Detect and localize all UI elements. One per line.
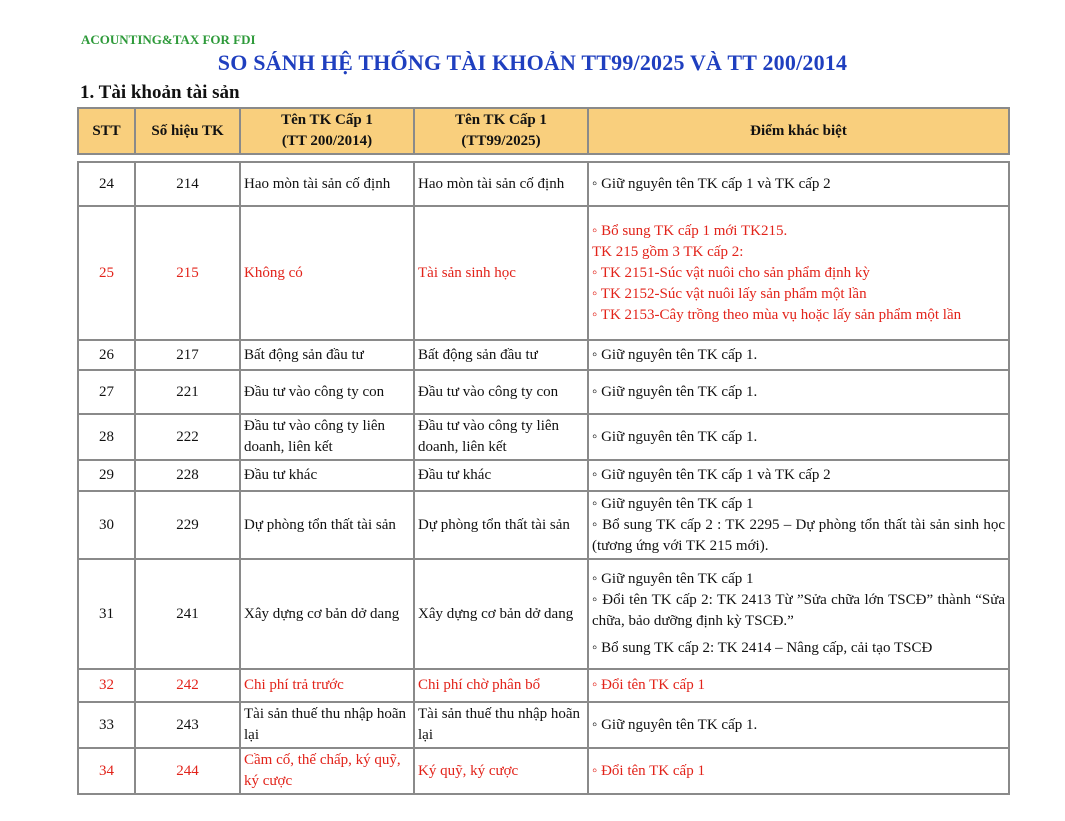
brand-label: ACOUNTING&TAX FOR FDI [81, 32, 256, 47]
cell-stt: 33 [78, 702, 135, 748]
cell-so-hieu: 217 [135, 340, 240, 370]
note-item: ◦ Đổi tên TK cấp 1 [592, 761, 1005, 782]
col-header-diem-khac-biet: Điểm khác biệt [588, 108, 1009, 154]
note-item: ◦ Giữ nguyên tên TK cấp 1. [592, 715, 1005, 736]
cell-stt: 34 [78, 748, 135, 794]
cell-ten-tt99: Đầu tư khác [414, 460, 588, 491]
note-item: ◦ Giữ nguyên tên TK cấp 1 và TK cấp 2 [592, 465, 1005, 486]
cell-ten-tt99: Dự phòng tổn thất tài sản [414, 491, 588, 559]
cell-ten-tt99: Chi phí chờ phân bổ [414, 669, 588, 702]
cell-stt: 31 [78, 559, 135, 669]
cell-diem-khac-biet [588, 559, 1009, 669]
cell-stt: 24 [78, 162, 135, 206]
cell-stt: 26 [78, 340, 135, 370]
note-item: ◦ Giữ nguyên tên TK cấp 1. [592, 345, 1005, 366]
col-header-ten-tt200-line2: (TT 200/2014) [281, 133, 373, 149]
cell-diem-khac-biet [588, 414, 1009, 460]
cell-ten-tt200: Đầu tư khác [240, 460, 414, 491]
cell-ten-tt99: Tài sản thuế thu nhập hoãn lại [414, 702, 588, 748]
note-item: ◦ Đổi tên TK cấp 2: TK 2413 Từ ”Sửa chữa lớn TSCĐ” thành “Sửa chữa, bảo dưỡng định kỳ TSCĐ.” [592, 590, 1005, 632]
cell-so-hieu: 242 [135, 669, 240, 702]
note-item: ◦ Giữ nguyên tên TK cấp 1. [592, 382, 1005, 403]
cell-ten-tt200: Đầu tư vào công ty liên doanh, liên kết [240, 414, 414, 460]
table-header-row [78, 108, 1009, 154]
col-header-so-hieu: Số hiệu TK [135, 108, 240, 154]
col-header-ten-tt200-line1: Tên TK Cấp 1 [281, 112, 373, 128]
note-item: ◦ Đổi tên TK cấp 1 [592, 675, 1005, 696]
cell-diem-khac-biet [588, 370, 1009, 414]
cell-so-hieu: 244 [135, 748, 240, 794]
cell-so-hieu: 229 [135, 491, 240, 559]
cell-ten-tt99: Xây dựng cơ bản dở dang [414, 559, 588, 669]
cell-diem-khac-biet [588, 702, 1009, 748]
table-row [78, 162, 1009, 206]
col-header-ten-tt99 [414, 108, 588, 154]
note-item: ◦ TK 2153-Cây trồng theo mùa vụ hoặc lấy sản phẩm một lần [592, 305, 1005, 326]
note-item: TK 215 gồm 3 TK cấp 2: [592, 243, 744, 260]
cell-ten-tt200: Cầm cố, thế chấp, ký quỹ, ký cược [240, 748, 414, 794]
col-header-stt: STT [78, 108, 135, 154]
table-row [78, 414, 1009, 460]
note-item: ◦ Giữ nguyên tên TK cấp 1 [592, 494, 1005, 515]
cell-so-hieu: 221 [135, 370, 240, 414]
note-item: ◦ Bổ sung TK cấp 1 mới TK215. [592, 221, 1005, 242]
table-row [78, 702, 1009, 748]
table-row [78, 491, 1009, 559]
cell-ten-tt200: Tài sản thuế thu nhập hoãn lại [240, 702, 414, 748]
cell-ten-tt200: Bất động sản đầu tư [240, 340, 414, 370]
col-header-ten-tt99-line2: (TT99/2025) [461, 133, 541, 149]
cell-diem-khac-biet [588, 206, 1009, 340]
page-title: SO SÁNH HỆ THỐNG TÀI KHOẢN TT99/2025 VÀ TT 200/2014 [217, 50, 848, 75]
cell-diem-khac-biet [588, 748, 1009, 794]
table-row [78, 559, 1009, 669]
cell-ten-tt99: Bất động sản đầu tư [414, 340, 588, 370]
header-spacer [78, 154, 1009, 162]
cell-stt: 29 [78, 460, 135, 491]
note-item: ◦ Bổ sung TK cấp 2 : TK 2295 – Dự phòng tổn thất tài sản sinh học (tương ứng với TK 215 mới). [592, 515, 1005, 557]
col-header-ten-tt99-line1: Tên TK Cấp 1 [455, 112, 547, 128]
cell-stt: 32 [78, 669, 135, 702]
cell-ten-tt99: Ký quỹ, ký cược [414, 748, 588, 794]
cell-diem-khac-biet [588, 340, 1009, 370]
cell-stt: 27 [78, 370, 135, 414]
cell-ten-tt200: Dự phòng tổn thất tài sản [240, 491, 414, 559]
cell-diem-khac-biet [588, 669, 1009, 702]
cell-so-hieu: 214 [135, 162, 240, 206]
cell-diem-khac-biet [588, 162, 1009, 206]
note-item: ◦ Giữ nguyên tên TK cấp 1 [592, 569, 1005, 590]
cell-ten-tt99: Đầu tư vào công ty con [414, 370, 588, 414]
note-item: ◦ Giữ nguyên tên TK cấp 1. [592, 427, 1005, 448]
note-item: ◦ Giữ nguyên tên TK cấp 1 và TK cấp 2 [592, 174, 1005, 195]
cell-diem-khac-biet [588, 491, 1009, 559]
cell-stt: 30 [78, 491, 135, 559]
cell-ten-tt99: Đầu tư vào công ty liên doanh, liên kết [414, 414, 588, 460]
cell-ten-tt200: Không có [240, 206, 414, 340]
cell-ten-tt200: Hao mòn tài sản cố định [240, 162, 414, 206]
note-item: ◦ Bổ sung TK cấp 2: TK 2414 – Nâng cấp, cải tạo TSCĐ [592, 638, 1005, 659]
note-item: ◦ TK 2152-Súc vật nuôi lấy sản phẩm một lần [592, 284, 1005, 305]
table-row [78, 340, 1009, 370]
cell-ten-tt200: Đầu tư vào công ty con [240, 370, 414, 414]
table-row [78, 460, 1009, 491]
cell-ten-tt99: Hao mòn tài sản cố định [414, 162, 588, 206]
cell-stt: 28 [78, 414, 135, 460]
cell-ten-tt200: Xây dựng cơ bản dở dang [240, 559, 414, 669]
cell-stt: 25 [78, 206, 135, 340]
cell-so-hieu: 241 [135, 559, 240, 669]
table-row [78, 206, 1009, 340]
cell-so-hieu: 222 [135, 414, 240, 460]
cell-ten-tt99: Tài sản sinh học [414, 206, 588, 340]
cell-ten-tt200: Chi phí trả trước [240, 669, 414, 702]
note-item: ◦ TK 2151-Súc vật nuôi cho sản phẩm định kỳ [592, 263, 1005, 284]
comparison-table [77, 107, 1010, 795]
table-row [78, 669, 1009, 702]
cell-so-hieu: 243 [135, 702, 240, 748]
table-row [78, 370, 1009, 414]
section-heading: 1. Tài khoản tài sản [80, 82, 240, 103]
table-row [78, 748, 1009, 794]
cell-diem-khac-biet [588, 460, 1009, 491]
col-header-ten-tt200 [240, 108, 414, 154]
cell-so-hieu: 228 [135, 460, 240, 491]
cell-so-hieu: 215 [135, 206, 240, 340]
